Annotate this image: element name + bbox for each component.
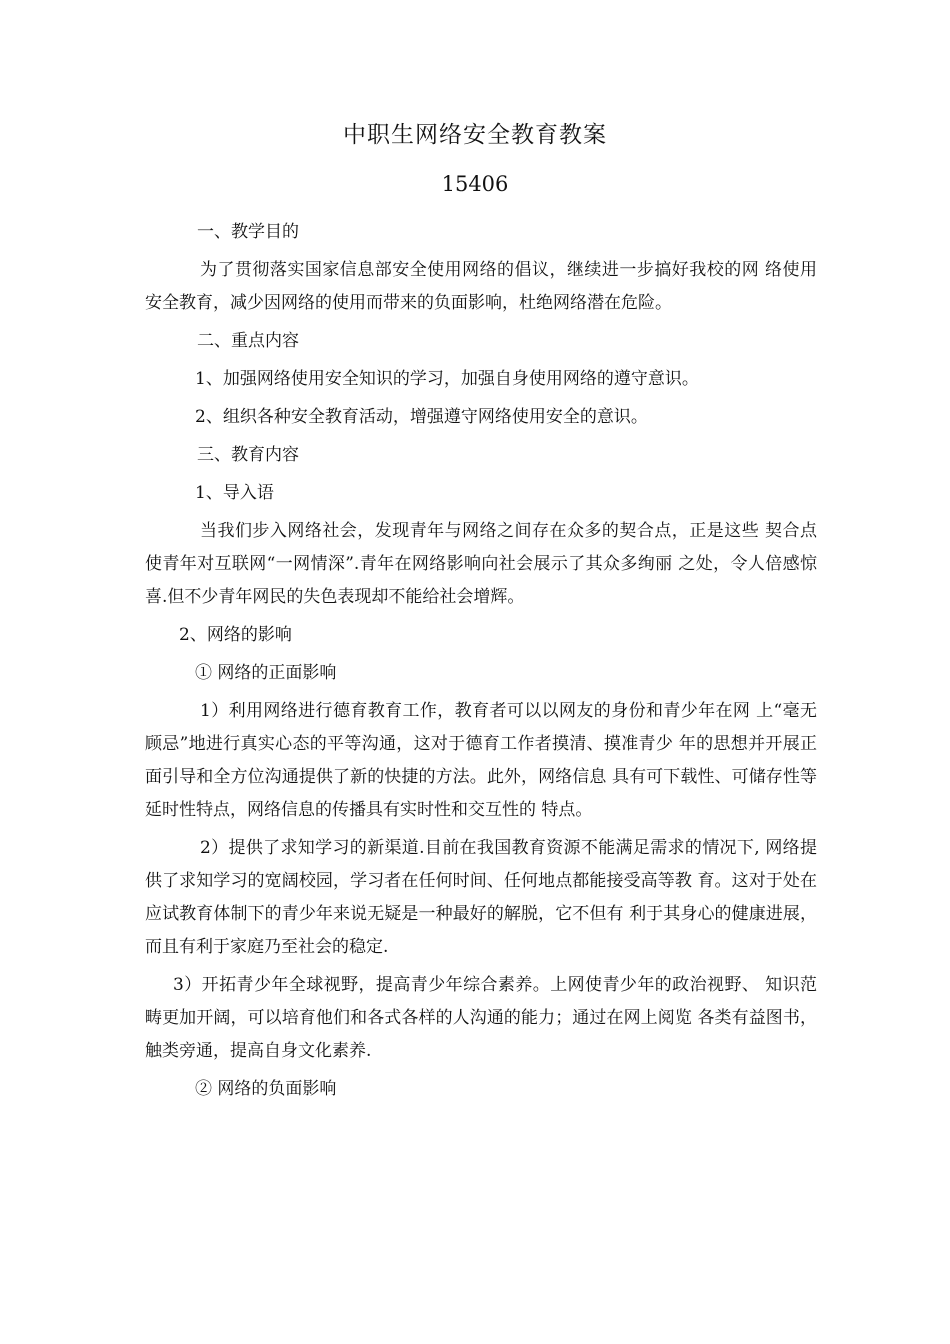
paragraph: 2、组织各种安全教育活动，增强遵守网络使用安全的意识。 xyxy=(195,407,648,427)
paragraph: 一、教学目的 xyxy=(197,222,299,242)
paragraph: 2、网络的影响 xyxy=(179,625,292,645)
paragraph: 当我们步入网络社会，发现青年与网络之间存在众多的契合点，正是这些 契合点使青年对互联网“一网情深”.青年在网络影响向社会展示了其众多绚丽 之处，令人倍感惊喜.但不少青年网民的失色表现却不能给社会增辉。 xyxy=(145,521,817,607)
document-body xyxy=(145,216,817,1111)
paragraph: 1、导入语 xyxy=(195,483,274,503)
paragraph: 1）利用网络进行德育教育工作，教育者可以以网友的身份和青少年在网 上“毫无顾忌”地进行真实心态的平等沟通，这对于德育工作者摸清、摸准青少 年的思想并开展正面引导和全方位沟通提供了新的快捷的方法。此外，网络信息 具有可下载性、可储存性等延时性特点，网络信息的传播具有实时性和交互性的 特点。 xyxy=(145,701,817,820)
paragraph: 为了贯彻落实国家信息部安全使用网络的倡议，继续进一步搞好我校的网 络使用安全教育，减少因网络的使用而带来的负面影响，杜绝网络潜在危险。 xyxy=(145,260,817,313)
document-title: 中职生网络安全教育教案 xyxy=(343,122,607,148)
paragraph: 2）提供了求知学习的新渠道.目前在我国教育资源不能满足需求的情况下, 网络提供了求知学习的宽阔校园，学习者在任何时间、任何地点都能接受高等教 育。这对于处在应试教育体制下的青少年来说无疑是一种最好的解脱，它不但有 利于其身心的健康进展，而且有利于家庭乃至社会的稳定. xyxy=(145,838,817,957)
paragraph: 二、重点内容 xyxy=(197,331,299,351)
paragraph: ② 网络的负面影响 xyxy=(195,1079,337,1099)
paragraph: 三、教育内容 xyxy=(197,445,299,465)
paragraph: 3）开拓青少年全球视野，提高青少年综合素养。上网使青少年的政治视野、 知识范畴更加开阔，可以培育他们和各式各样的人沟通的能力；通过在网上阅览 各类有益图书，触类旁通，提高自身文化素养. xyxy=(145,975,817,1061)
paragraph: 1、加强网络使用安全知识的学习，加强自身使用网络的遵守意识。 xyxy=(195,369,699,389)
paragraph: ① 网络的正面影响 xyxy=(195,663,337,683)
document-subtitle: 15406 xyxy=(441,172,509,196)
